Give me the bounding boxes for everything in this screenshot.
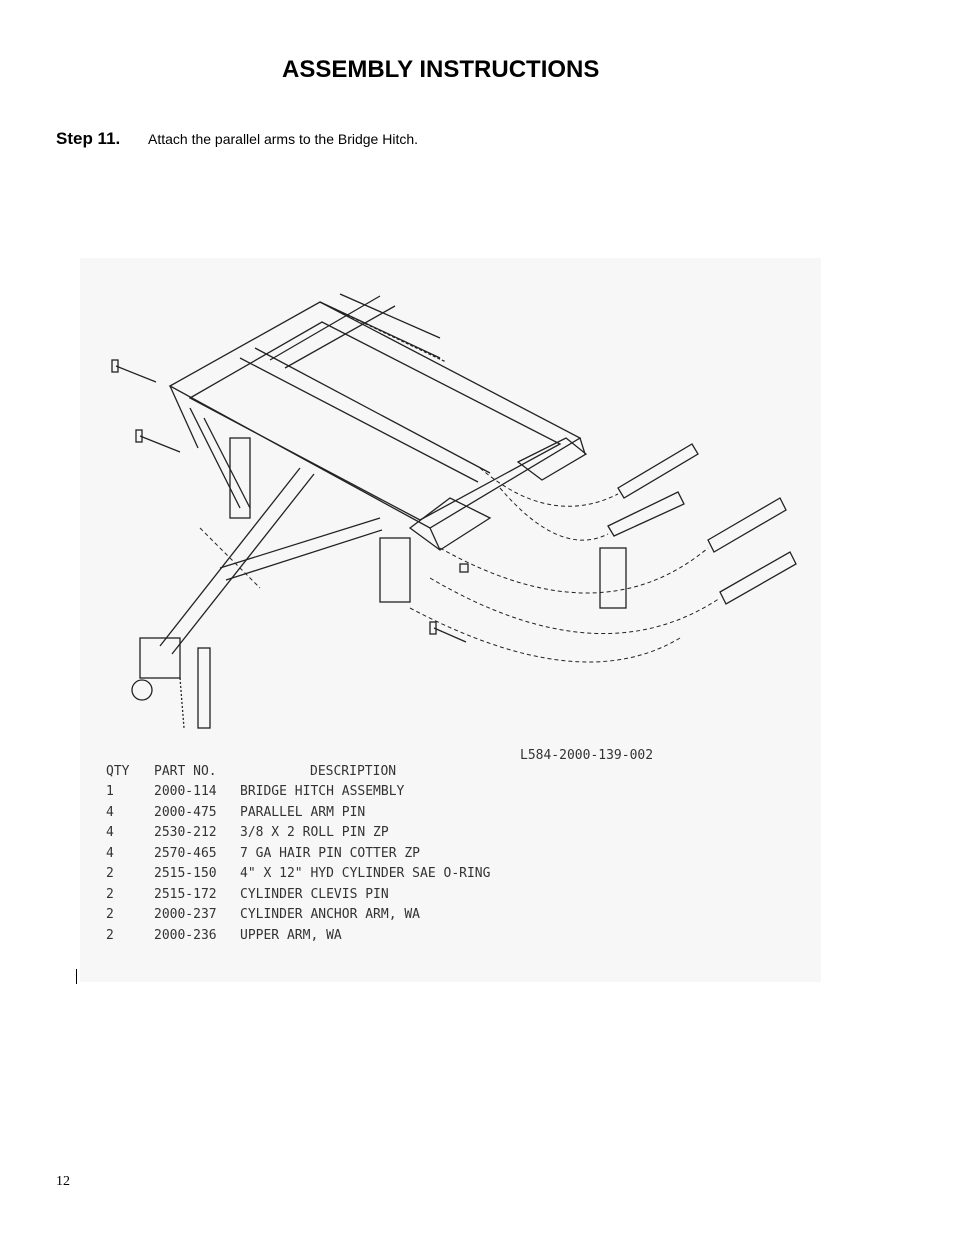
row-qty: 2 — [106, 866, 114, 882]
row-description: PARALLEL ARM PIN — [240, 804, 366, 820]
row-part-no: 2515-150 — [154, 866, 217, 882]
margin-mark — [76, 969, 77, 984]
mount-uprights — [230, 438, 626, 608]
step-label: Step 11. — [56, 129, 121, 148]
table-row — [102, 782, 490, 803]
hitch-tongue — [132, 408, 382, 728]
row-part-no: 2000-114 — [154, 784, 217, 800]
row-description: BRIDGE HITCH ASSEMBLY — [240, 784, 405, 800]
row-description: 3/8 X 2 ROLL PIN ZP — [240, 825, 389, 841]
row-part-no: 2570-465 — [154, 845, 217, 861]
row-description: 7 GA HAIR PIN COTTER ZP — [240, 845, 421, 861]
parts-table-header — [102, 761, 490, 782]
qty-header: QTY — [106, 763, 130, 779]
row-qty: 1 — [106, 784, 114, 800]
parts-list-table — [102, 761, 490, 946]
row-qty: 4 — [106, 845, 114, 861]
table-row — [102, 823, 490, 844]
table-row — [102, 864, 490, 885]
bridge-hitch-drawing — [80, 258, 821, 748]
table-row — [102, 905, 490, 926]
page-number: 12 — [56, 1174, 70, 1189]
drawing-number: L584-2000-139-002 — [520, 748, 654, 763]
table-row — [102, 802, 490, 823]
parallel-arms — [608, 444, 796, 604]
part-no-header: PART NO. — [154, 763, 217, 779]
assembly-figure — [80, 258, 821, 982]
step-instruction: Attach the parallel arms to the Bridge Hitch. — [148, 131, 419, 147]
row-qty: 2 — [106, 927, 114, 943]
row-part-no: 2000-236 — [154, 927, 217, 943]
bridge-hitch-frame — [170, 294, 586, 550]
row-part-no: 2530-212 — [154, 825, 217, 841]
page-title: ASSEMBLY INSTRUCTIONS — [282, 56, 600, 83]
row-description: CYLINDER CLEVIS PIN — [240, 886, 389, 902]
table-row — [102, 843, 490, 864]
description-header: DESCRIPTION — [310, 763, 397, 779]
row-part-no: 2000-475 — [154, 804, 217, 820]
row-qty: 2 — [106, 907, 114, 923]
table-row — [102, 884, 490, 905]
row-description: CYLINDER ANCHOR ARM, WA — [240, 907, 421, 923]
row-description: 4" X 12" HYD CYLINDER SAE O-RING — [240, 866, 491, 882]
parallel-arm-pins — [112, 360, 468, 642]
row-qty: 4 — [106, 804, 114, 820]
row-part-no: 2515-172 — [154, 886, 217, 902]
row-qty: 4 — [106, 825, 114, 841]
row-part-no: 2000-237 — [154, 907, 217, 923]
row-qty: 2 — [106, 886, 114, 902]
row-description: UPPER ARM, WA — [240, 927, 342, 943]
table-row — [102, 925, 490, 946]
